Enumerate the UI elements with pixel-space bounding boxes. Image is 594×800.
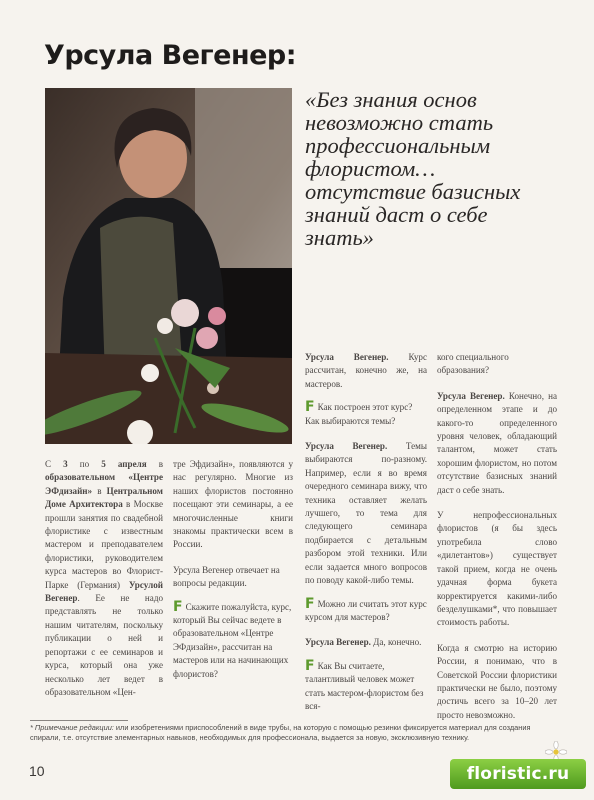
answer: Урсула Вегенер. Конечно, на определенном этапе и до какого-то определенного уровня человек, обладающий талантом, может стать хорошим флористом, но потом отсутствие базисных знаний даст о себе знать. xyxy=(437,390,557,495)
column-1 xyxy=(45,458,163,705)
article-title: Урсула Вегенер: xyxy=(44,40,297,71)
question: F Как Вы считаете, талантливый человек может стать мастером-флористом без вся- xyxy=(305,657,424,711)
footnote: * Примечание редакции: или изобретениями приспособлений в виде трубы, на которую с помощью резинки фиксируется материал для создания спирали, т.е. отсутствие элементарных навыков, необходимых для профессионала, выдается за новую, эксклюзивную технику. xyxy=(30,723,531,742)
paragraph: У непрофессиональных флористов (я бы здесь употребила слово «дилетантов») существует такой прием, когда не очень удачная форма букета корректируется какими-либо безделушками*, что повышает стоимость работы. xyxy=(437,510,557,628)
answer: Урсула Вегенер. Темы выбираются по-разному. Например, если я во время очередного семинара вижу, что техника оставляет желать лучшего, то тема для следующего семинара подбирается с детальным разбором этой техники. Или если задается много вопросов по поводу какой-либо темы. xyxy=(305,441,427,586)
question-marker-icon: F xyxy=(305,657,315,674)
column-2 xyxy=(173,458,293,693)
question-continued: кого специального образования? xyxy=(437,352,509,376)
question-marker-icon: F xyxy=(305,399,315,416)
pull-quote: «Без знания основ невозможно стать профессиональным флористом… отсутствие базисных знаний даст о себе знать» xyxy=(305,87,521,250)
page-number: 10 xyxy=(29,763,45,779)
question: F Скажите пожалуйста, курс, который Вы сейчас ведете в образовательном «Центре ЭФдизайн», рассчитан на мастеров или на начинающих флористов? xyxy=(173,598,292,679)
footnote-divider xyxy=(30,720,128,721)
question: F Можно ли считать этот курс курсом для мастеров? xyxy=(305,595,427,622)
question-marker-icon: F xyxy=(305,595,315,612)
column-3 xyxy=(305,351,427,725)
intro-paragraph: С 3 по 5 апреля в образовательном «Центре ЭФдизайн» в Центральном Доме Архитектора в Москве прошли занятия по свадебной флористике с известным мастером и преподавателем флористики, руководителем курса мастеров во Флорист-Парке (Германия) Урсулой Вегенер. Ее не надо представлять не только нашим читателям, поскольку публикации о ней и репортажи с ее семинаров и курса, который она уже несколько лет ведет в образовательном «Цен- xyxy=(45,459,163,697)
question: F Как построен этот курс? Как выбираются темы? xyxy=(305,399,413,426)
answer: Урсула Вегенер. Курс рассчитан, конечно же, на мастеров. xyxy=(305,352,427,389)
woman-arranging-flowers-photo xyxy=(45,88,292,444)
column-4 xyxy=(437,351,557,728)
paragraph: Урсула Вегенер отвечает на вопросы редакции. xyxy=(173,564,280,589)
paragraph: Когда я смотрю на историю России, я понимаю, что в Советской России флористики практически не было, поэтому достичь всего за 10–20 лет просто невозможно. xyxy=(437,642,557,720)
floristic-logo[interactable]: floristic.ru xyxy=(450,759,586,789)
question-marker-icon: F xyxy=(173,598,183,615)
answer: Урсула Вегенер. Да, конечно. xyxy=(305,637,422,648)
paragraph: тре Эфдизайн», появляются у нас регулярно. Многие из наших флористов постоянно посещают эти семинары, а ее многочисленные книги знакомы практически всем в России. xyxy=(173,459,293,550)
